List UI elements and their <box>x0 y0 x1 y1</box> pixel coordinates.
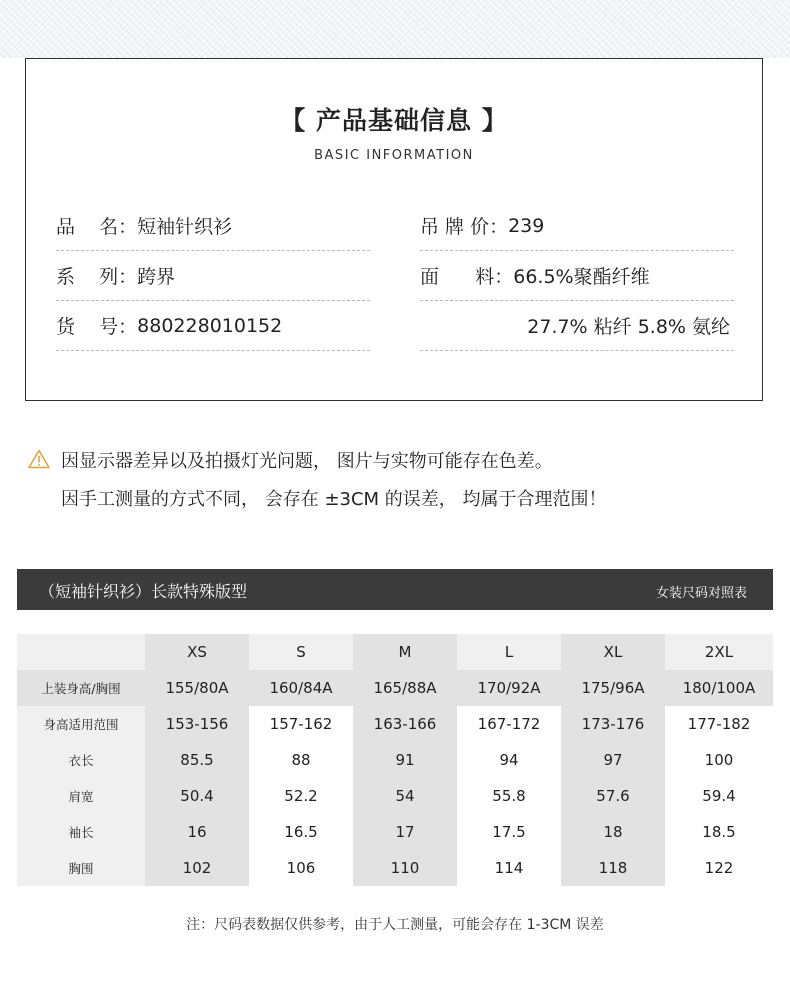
table-cell: 59.4 <box>665 778 773 814</box>
banner-subtitle: 女装尺码对照表 <box>655 586 747 601</box>
table-cell: 175/96A <box>561 670 665 706</box>
table-cell: 114 <box>457 850 561 886</box>
table-cell: 18.5 <box>665 814 773 850</box>
info-subtitle: BASIC INFORMATION <box>314 148 474 163</box>
table-cell: 160/84A <box>249 670 353 706</box>
info-label: 品 名： <box>56 216 138 238</box>
table-cell: 17 <box>353 814 457 850</box>
table-row <box>17 814 773 850</box>
footnote: 注：尺码表数据仅供参考，由于人工测量，可能会存在 1-3CM 误差 <box>186 917 604 933</box>
table-cell: 167-172 <box>457 706 561 742</box>
info-label: 货 号： <box>56 316 138 338</box>
header-cell: 2XL <box>665 634 773 670</box>
table-cell: 122 <box>665 850 773 886</box>
info-label: 系 列： <box>56 266 138 288</box>
table-cell: 91 <box>353 742 457 778</box>
header-cell: L <box>457 634 561 670</box>
info-value: 跨界 <box>137 266 176 288</box>
table-cell: 102 <box>145 850 249 886</box>
table-row <box>17 778 773 814</box>
table-cell: 155/80A <box>145 670 249 706</box>
table-cell: 17.5 <box>457 814 561 850</box>
info-row-fabric-cont <box>420 301 734 351</box>
row-label: 袖长 <box>17 814 145 850</box>
table-row <box>17 742 773 778</box>
table-cell: 16 <box>145 814 249 850</box>
table-cell: 165/88A <box>353 670 457 706</box>
table-cell: 106 <box>249 850 353 886</box>
table-cell: 110 <box>353 850 457 886</box>
header-cell <box>17 634 145 670</box>
table-cell: 94 <box>457 742 561 778</box>
info-row-series <box>56 251 370 301</box>
header-cell: XS <box>145 634 249 670</box>
header-cell: XL <box>561 634 665 670</box>
size-chart-banner <box>17 569 773 610</box>
info-label: 吊 牌 价： <box>420 216 509 238</box>
table-cell: 163-166 <box>353 706 457 742</box>
table-cell: 54 <box>353 778 457 814</box>
table-row <box>17 670 773 706</box>
info-value: 239 <box>508 214 545 237</box>
table-cell: 52.2 <box>249 778 353 814</box>
row-label: 肩宽 <box>17 778 145 814</box>
row-label: 身高适用范围 <box>17 706 145 742</box>
basic-info-panel <box>25 58 763 401</box>
info-value: 880228010152 <box>137 314 283 337</box>
info-value: 66.5%聚酯纤维 <box>513 266 650 288</box>
table-cell: 88 <box>249 742 353 778</box>
info-row-price <box>420 201 734 251</box>
table-cell: 118 <box>561 850 665 886</box>
table-cell: 170/92A <box>457 670 561 706</box>
row-label: 衣长 <box>17 742 145 778</box>
table-cell: 153-156 <box>145 706 249 742</box>
notice-line-2: 因手工测量的方式不同， 会存在 ±3CM 的误差， 均属于合理范围！ <box>61 489 607 510</box>
info-row-fabric <box>420 251 734 301</box>
table-cell: 57.6 <box>561 778 665 814</box>
row-label: 胸围 <box>17 850 145 886</box>
table-cell: 85.5 <box>145 742 249 778</box>
header-cell: S <box>249 634 353 670</box>
table-cell: 173-176 <box>561 706 665 742</box>
header-cell: M <box>353 634 457 670</box>
table-cell: 18 <box>561 814 665 850</box>
table-cell: 180/100A <box>665 670 773 706</box>
top-texture-band <box>0 0 790 58</box>
table-cell: 177-182 <box>665 706 773 742</box>
info-title: 【 产品基础信息 】 <box>280 106 508 135</box>
table-cell: 16.5 <box>249 814 353 850</box>
info-value: 27.7% 粘纤 5.8% 氨纶 <box>527 316 730 338</box>
row-label: 上装身高/胸围 <box>17 670 145 706</box>
table-cell: 55.8 <box>457 778 561 814</box>
table-row <box>17 850 773 886</box>
banner-title: （短袖针织衫）长款特殊版型 <box>39 582 248 601</box>
warning-icon <box>28 449 50 469</box>
notice-line-1: 因显示器差异以及拍摄灯光问题， 图片与实物可能存在色差。 <box>61 451 553 472</box>
info-row-name <box>56 201 370 251</box>
info-row-sku <box>56 301 370 351</box>
table-cell: 50.4 <box>145 778 249 814</box>
table-cell: 157-162 <box>249 706 353 742</box>
size-table <box>17 634 773 886</box>
info-label: 面 料： <box>420 266 514 288</box>
table-cell: 97 <box>561 742 665 778</box>
info-value: 短袖针织衫 <box>137 216 233 238</box>
table-header-row <box>17 634 773 670</box>
table-row <box>17 706 773 742</box>
table-cell: 100 <box>665 742 773 778</box>
